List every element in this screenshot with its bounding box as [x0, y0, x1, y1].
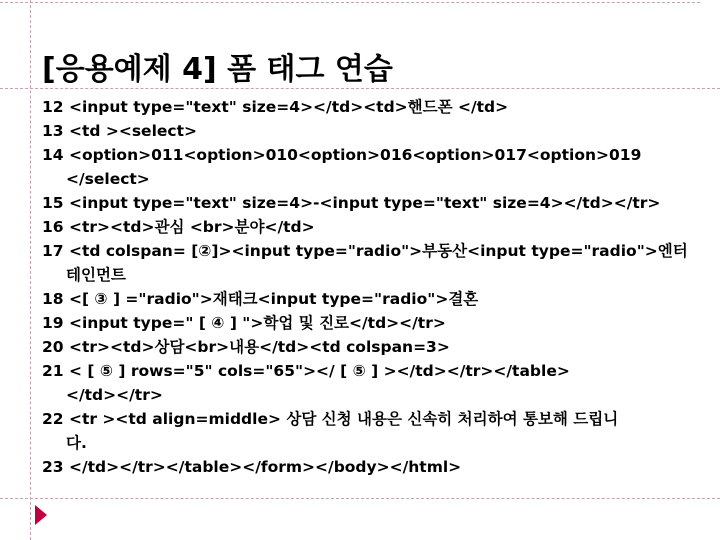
code-line-13: 13 <td ><select>	[42, 122, 197, 140]
play-arrow-shape	[35, 505, 47, 525]
top-dashed-rule	[0, 2, 700, 3]
code-line-17-cont: 테인먼트	[66, 266, 126, 284]
code-line-21-cont: </td></tr>	[66, 386, 163, 404]
left-dashed-rule	[30, 0, 31, 540]
slide-title: [응용예제 4] 폼 태그 연습	[42, 52, 393, 87]
code-line-21: 21 < [ ⑤ ] rows="5" cols="65"></ [ ⑤ ] ></td></tr></table>	[42, 362, 570, 380]
code-listing	[42, 95, 688, 479]
code-line-22: 22 <tr ><td align=middle> 상담 신청 내용은 신속히 처리하여 통보해 드립니	[42, 410, 619, 428]
code-line-14: 14 <option>011<option>010<option>016<option>017<option>019	[42, 146, 642, 164]
code-line-19: 19 <input type=" [ ④ ] ">학업 및 진로</td></tr>	[42, 314, 446, 332]
code-line-17: 17 <td colspan= [②]><input type="radio">부동산<input type="radio">엔터	[42, 242, 688, 260]
title-dashed-rule	[0, 88, 720, 89]
code-line-23: 23 </td></tr></table></form></body></html>	[42, 458, 462, 476]
code-line-12: 12 <input type="text" size=4></td><td>핸드폰 </td>	[42, 98, 509, 116]
code-line-22-cont: 다.	[66, 434, 87, 452]
code-line-18: 18 <[ ③ ] ="radio">재태크<input type="radio">결혼	[42, 290, 479, 308]
code-line-15: 15 <input type="text" size=4>-<input type="text" size=4></td></tr>	[42, 194, 661, 212]
code-line-20: 20 <tr><td>상담<br>내용</td><td colspan=3>	[42, 338, 450, 356]
bottom-dashed-rule	[0, 498, 720, 499]
code-line-14-cont: </select>	[66, 170, 150, 188]
play-arrow-icon	[34, 504, 48, 526]
code-line-16: 16 <tr><td>관심 <br>분야</td>	[42, 218, 315, 236]
